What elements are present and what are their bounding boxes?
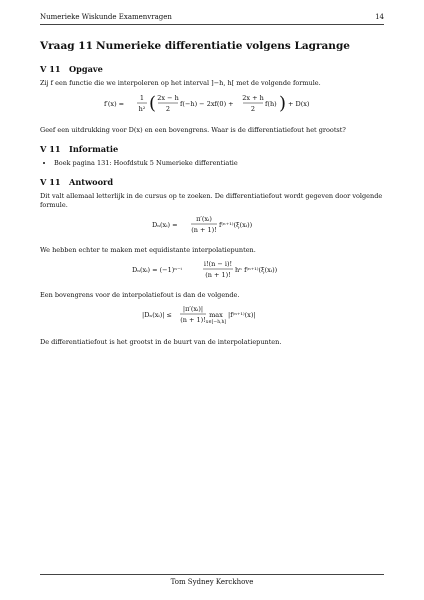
header-title: Numerieke Wiskunde Examenvragen [40,13,172,21]
footer-author: Tom Sydney Kerckhove [170,578,254,586]
formula-pre-den: h² [138,105,146,113]
formula-frac1-num: 2x − h [157,94,179,102]
informatie-list [40,159,384,168]
antwoord-p3: Een bovengrens voor de interpolatiefout is dan de volgende. [40,291,240,299]
opgave-intro: Zij f een functie die we interpoleren op het interval ]−h, h[ met de volgende formule. [40,79,321,87]
section-opgave-heading [40,64,384,75]
section-title: Informatie [69,144,119,154]
formula-pre-num: 1 [139,94,145,102]
formula-end: f(h) [265,100,277,108]
header-rule [40,24,384,25]
section-title: Antwoord [69,177,114,187]
section-title: Opgave [69,64,103,74]
page-content [40,40,384,350]
paren-left: ( [149,93,157,114]
antwoord-p2: We hebben echter te maken met equidistante interpolatiepunten. [40,246,256,254]
formula-mid: f(−h) − 2xf(0) + [180,100,234,108]
formula-lhs: f′(x) = [104,100,125,108]
eq2-num: i!(n − i)! [203,260,233,268]
footer-rule [40,574,384,575]
page-footer [40,574,384,586]
antwoord-p4: De differentiatiefout is het grootst in de buurt van de interpolatiepunten. [40,338,282,346]
page-header [40,13,384,25]
section-antwoord-heading [40,177,384,188]
list-item: • Boek pagina 131: Hoofdstuk 5 Numerieke differentiatie [54,159,384,168]
question-title [40,40,384,53]
eq3-lhs: |Dₙ(xᵢ)| ≤ [142,311,172,319]
question-number: Vraag 11 [40,40,93,52]
paren-right: ) [279,93,287,114]
section-informatie-heading [40,144,384,155]
eq1-den: (n + 1)! [191,226,217,234]
eq3-num: |π′(xᵢ)| [182,305,204,313]
section-number: V 11 [40,177,61,187]
eq2-lhs: Dₙ(xᵢ) = (−1)ⁿ⁻ⁱ [132,266,182,274]
question-heading: Numerieke differentiatie volgens Lagrange [96,40,350,52]
error-formula [40,213,384,240]
formula-frac2-num: 2x + h [242,94,264,102]
eq2-rhs: hⁿ f⁽ⁿ⁺¹⁾(ξ(xᵢ)) [235,266,278,274]
section-number: V 11 [40,144,61,154]
formula-tail: + D(x) [288,100,310,108]
formula-frac2-den: 2 [250,105,256,113]
eq1-lhs: Dₙ(xᵢ) = [152,221,178,229]
section-number: V 11 [40,64,61,74]
eq1-num: π′(xᵢ) [196,215,212,223]
eq3-rhs: |f⁽ⁿ⁺¹⁾(x)| [228,311,256,319]
opgave-question: Geef een uitdrukking voor D(x) en een bovengrens. Waar is de differentiatiefout het grootst? [40,126,346,134]
eq3-max: max [209,311,223,319]
eq3-max-sub: x∈[−h,h] [205,320,227,325]
eq1-rhs: f⁽ⁿ⁺¹⁾(ξ(xᵢ)) [219,221,253,229]
eq2-den: (n + 1)! [205,271,231,279]
eq3-den: (n + 1)! [180,316,206,324]
equidistant-formula [40,258,384,285]
page-number: 14 [375,13,384,21]
lagrange-formula [40,91,384,120]
formula-frac1-den: 2 [165,105,171,113]
upper-bound-formula [40,303,384,332]
antwoord-p1: Dit valt allemaal letterlijk in de cursus op te zoeken. De differentiatiefout wordt gegeven door volgende formule. [40,192,383,209]
